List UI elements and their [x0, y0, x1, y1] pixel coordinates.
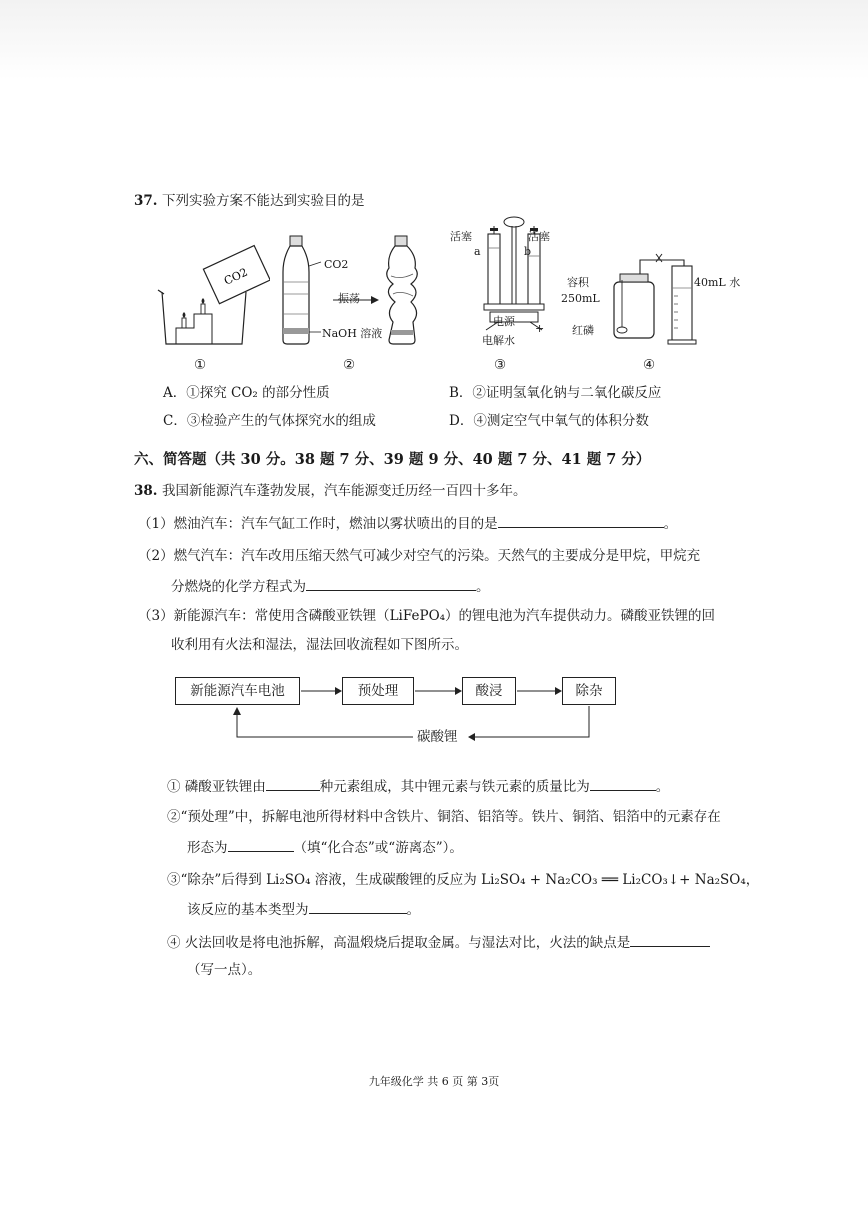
- q38-sub4-blank[interactable]: [630, 932, 710, 947]
- q37-option-d: D．④测定空气中氧气的体积分数: [449, 413, 649, 429]
- q38-sub4-line1: [167, 932, 710, 952]
- q38-sub3-end: 。: [406, 902, 420, 918]
- flow-box-purify: 除杂: [562, 677, 616, 705]
- q38-part3-line1: （3）新能源汽车：常使用含磷酸亚铁锂（LiFePO₄）的锂电池为汽车提供动力。磷酸亚铁锂的回: [138, 608, 716, 624]
- fig2-naoh-label: NaOH 溶液: [322, 327, 383, 340]
- flow-return-label: 碳酸锂: [417, 729, 458, 745]
- q38-sub2-line1: ②“预处理”中，拆解电池所得材料中含铁片、铜箔、铝箔等。铁片、铜箔、铝箔中的元素存在: [167, 809, 721, 825]
- fig3-plus-label: +: [535, 322, 545, 335]
- q38-sub2-text: 形态为: [187, 840, 228, 856]
- fig4-volume-value: 250mL: [561, 292, 600, 305]
- flow-box-acid-leach: 酸浸: [462, 677, 516, 705]
- fig-number-3: ③: [494, 357, 507, 373]
- flow-arrows: [175, 677, 635, 747]
- fig-number-4: ④: [643, 357, 656, 373]
- q38-sub1: [167, 776, 669, 796]
- fig3-label-a: a: [474, 245, 481, 258]
- q38-sub4-line2: （写一点）。: [187, 962, 262, 978]
- q38-part2-line1: （2）燃气汽车：汽车改用压缩天然气可减少对空气的污染。天然气的主要成分是甲烷，甲烷充: [138, 548, 701, 564]
- fig3-valve-right: 活塞: [528, 230, 550, 243]
- q38-sub3-line2: [187, 899, 420, 919]
- q38-part1-blank[interactable]: [498, 513, 664, 528]
- fig3-label-b: b: [524, 245, 532, 258]
- q38-sub3-blank[interactable]: [309, 899, 407, 914]
- q37-number: 37.: [134, 193, 158, 209]
- q38-sub3-line1: ③“除杂”后得到 Li₂SO₄ 溶液，生成碳酸锂的反应为 Li₂SO₄ + Na₂CO₃ ══ Li₂CO₃↓+ Na₂SO₄，: [167, 872, 760, 888]
- fig-number-1: ①: [194, 357, 207, 373]
- fig-number-2: ②: [343, 357, 356, 373]
- q38-part2-text: 分燃烧的化学方程式为: [171, 579, 306, 595]
- q37-stem: 下列实验方案不能达到实验目的是: [162, 193, 365, 209]
- fig4-water-label: 40mL 水: [694, 276, 741, 289]
- q38-part1-end: 。: [663, 516, 678, 532]
- q38-part3-line2: 收利用有火法和湿法，湿法回收流程如下图所示。: [171, 637, 468, 653]
- q38-number: 38.: [134, 483, 158, 499]
- q38-stem: 我国新能源汽车蓬勃发展，汽车能源变迁历经一百四十多年。: [162, 483, 527, 499]
- fig3-power-label: 电源: [493, 315, 515, 328]
- fig4-redp-label: 红磷: [572, 324, 594, 337]
- q38-sub1-blank-2[interactable]: [590, 776, 656, 791]
- flow-box-battery: 新能源汽车电池: [175, 677, 300, 705]
- q37-option-b: B．②证明氢氧化钠与二氧化碳反应: [449, 385, 662, 401]
- fig2-co2-label: CO2: [324, 258, 349, 271]
- q38-sub2-end: （填“化合态”或“游离态”）。: [293, 840, 463, 856]
- q38-sub2-line2: [187, 837, 463, 857]
- q38-part1-text: （1）燃油汽车：汽车气缸工作时，燃油以雾状喷出的目的是: [138, 516, 498, 532]
- fig4-volume-label: 容积: [567, 276, 589, 289]
- figure-1-beaker: [150, 232, 270, 350]
- section-6-title: 六、简答题（共 30 分。38 题 7 分、39 题 9 分、40 题 7 分、41 题 7 分）: [134, 451, 651, 468]
- fig2-shake-label: 振荡: [338, 292, 360, 305]
- q38-sub1-blank-1[interactable]: [266, 776, 320, 791]
- q38-part1: [138, 513, 677, 533]
- page-footer: 九年级化学 共 6 页 第 3页: [368, 1075, 500, 1088]
- q38-sub1-text-b: 种元素组成，其中锂元素与铁元素的质量比为: [319, 779, 590, 795]
- flow-box-pretreat: 预处理: [342, 677, 414, 705]
- q38-sub4-text: ④ 火法回收是将电池拆解，高温煅烧后提取金属。与湿法对比，火法的缺点是: [167, 935, 631, 951]
- figure-4-oxygen-apparatus: [600, 240, 700, 348]
- q38-sub2-blank[interactable]: [228, 837, 294, 852]
- q37-option-a: A．①探究 CO₂ 的部分性质: [163, 385, 330, 401]
- q38-sub3-text: 该反应的基本类型为: [187, 902, 309, 918]
- fig3-valve-left: 活塞: [450, 230, 472, 243]
- q38-sub1-end: 。: [655, 779, 670, 795]
- q37-option-c: C．③检验产生的气体探究水的组成: [163, 413, 376, 429]
- q38-part2-line2: [171, 576, 490, 596]
- q38-sub1-text-a: ① 磷酸亚铁锂由: [167, 779, 266, 795]
- q38-part2-end: 。: [476, 579, 490, 595]
- q38-part2-blank[interactable]: [306, 576, 476, 591]
- fig1-co2-label: CO2: [221, 265, 250, 288]
- fig3-electrolysis-label: 电解水: [482, 334, 515, 347]
